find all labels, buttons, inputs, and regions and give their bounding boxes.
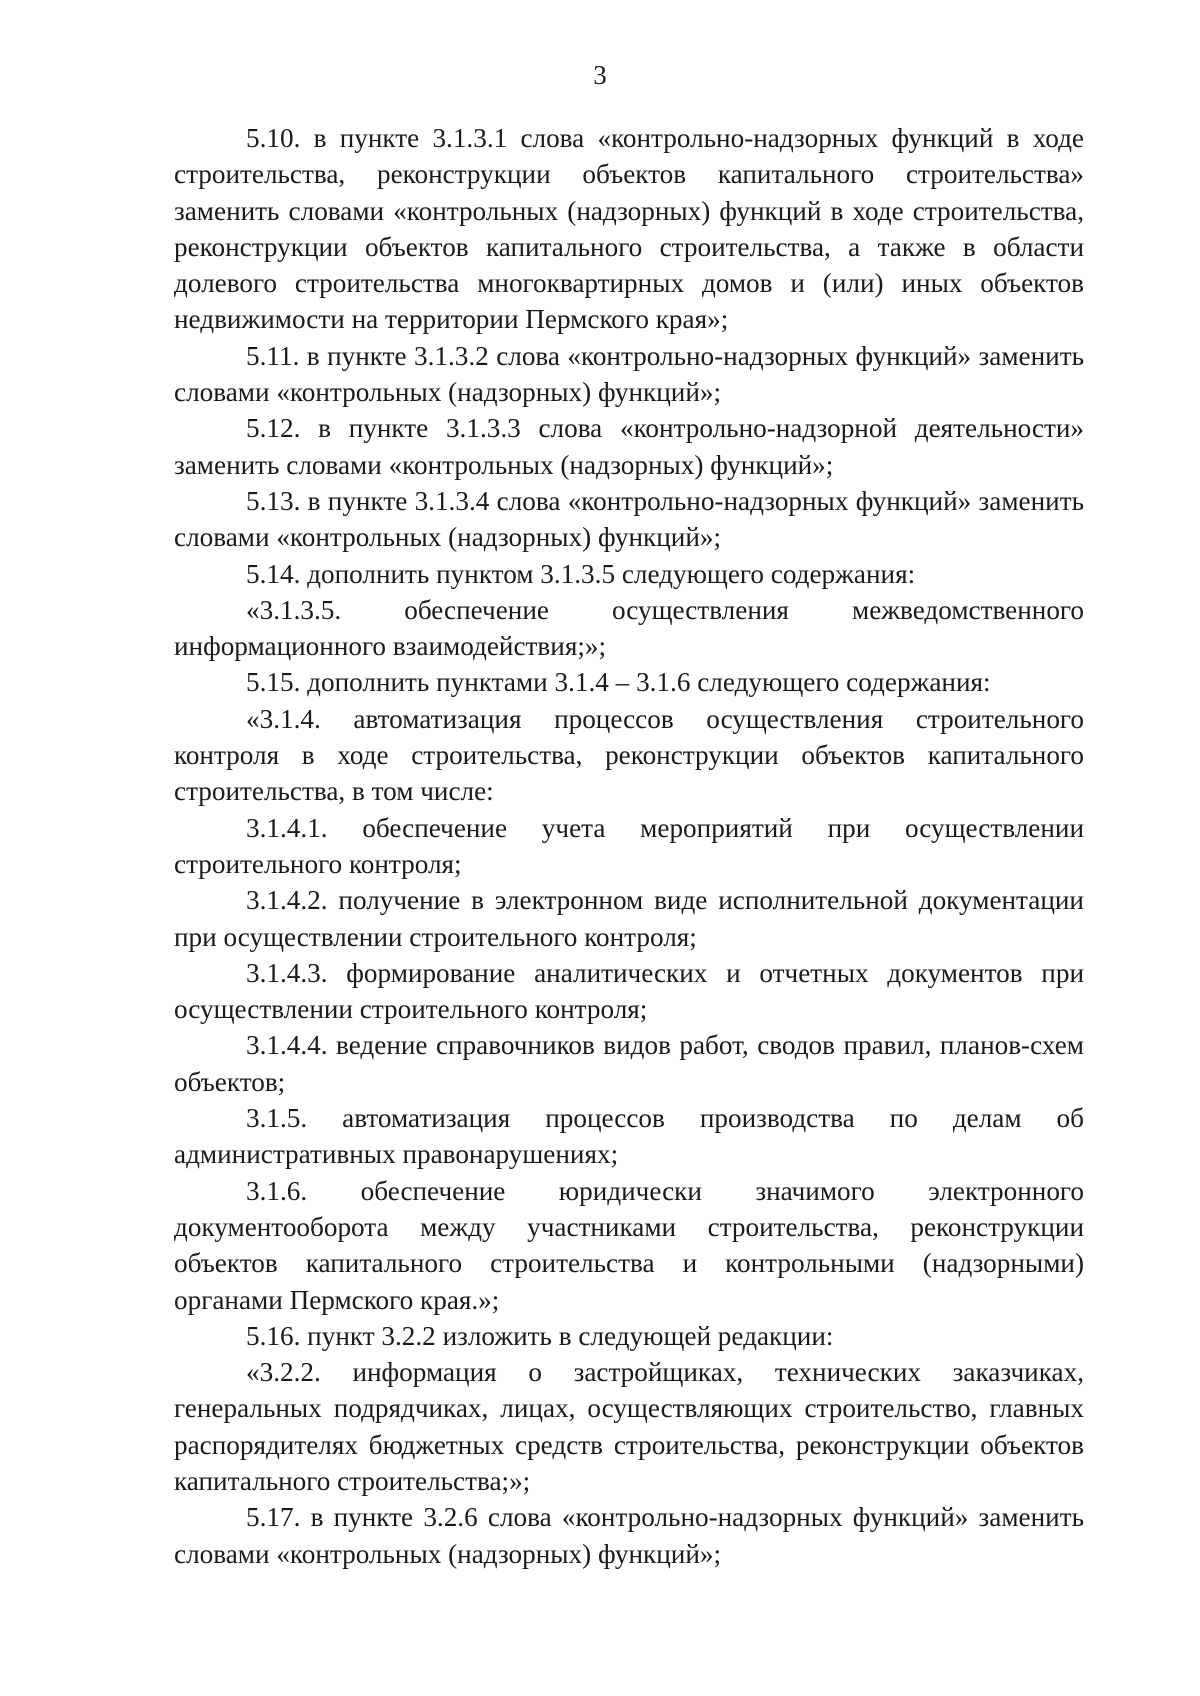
paragraph-3-1-3-5: «3.1.3.5. обеспечение осуществления межведомственного информационного взаимодействия;»; bbox=[174, 594, 1084, 662]
document-body bbox=[174, 120, 1084, 1572]
paragraph-5-16: 5.16. пункт 3.2.2 изложить в следующей редакции: bbox=[246, 1320, 834, 1351]
paragraph-5-10: 5.10. в пункте 3.1.3.1 слова «контрольно-надзорных функций в ходе строительства, реконструкции объектов капитального строительства» заменить словами «контрольных (надзорных) функций в ходе строительства, реконструкции объектов капитального строительства, а также в области долевого строительства многоквартирных домов и (или) иных объектов недвижимости на территории Пермского края»; bbox=[174, 123, 1084, 335]
paragraph-3-1-5: 3.1.5. автоматизация процессов производства по делам об административных правонарушениях; bbox=[174, 1103, 1084, 1170]
paragraph-3-1-4: «3.1.4. автоматизация процессов осуществления строительного контроля в ходе строительства, реконструкции объектов капитального строительства, в том числе: bbox=[174, 703, 1084, 807]
paragraph-3-1-4-3: 3.1.4.3. формирование аналитических и отчетных документов при осуществлении строительного контроля; bbox=[174, 957, 1084, 1025]
paragraph-3-2-2: «3.2.2. информация о застройщиках, технических заказчиках, генеральных подрядчиках, лицах, осуществляющих строительство, главных распорядителях бюджетных средств строительства, реконструкции объектов капитального строительства;»; bbox=[174, 1357, 1084, 1496]
page-number: 3 bbox=[593, 60, 607, 90]
paragraph-5-13: 5.13. в пункте 3.1.3.4 слова «контрольно-надзорных функций» заменить словами «контрольных (надзорных) функций»; bbox=[174, 485, 1084, 553]
paragraph-5-15: 5.15. дополнить пунктами 3.1.4 – 3.1.6 следующего содержания: bbox=[246, 667, 991, 698]
paragraph-5-12: 5.12. в пункте 3.1.3.3 слова «контрольно-надзорной деятельности» заменить словами «контрольных (надзорных) функций»; bbox=[174, 413, 1084, 480]
paragraph-3-1-6: 3.1.6. обеспечение юридически значимого электронного документооборота между участниками строительства, реконструкции объектов капитального строительства и контрольными (надзорными) органами Пермского края.»; bbox=[174, 1175, 1084, 1315]
paragraph-3-1-4-4: 3.1.4.4. ведение справочников видов работ, сводов правил, планов-схем объектов; bbox=[174, 1030, 1084, 1097]
paragraph-3-1-4-2: 3.1.4.2. получение в электронном виде исполнительной документации при осуществлении строительного контроля; bbox=[174, 885, 1084, 952]
paragraph-5-11: 5.11. в пункте 3.1.3.2 слова «контрольно-надзорных функций» заменить словами «контрольных (надзорных) функций»; bbox=[174, 340, 1084, 408]
paragraph-5-14: 5.14. дополнить пунктом 3.1.3.5 следующего содержания: bbox=[246, 558, 916, 589]
paragraph-5-17: 5.17. в пункте 3.2.6 слова «контрольно-надзорных функций» заменить словами «контрольных (надзорных) функций»; bbox=[174, 1502, 1084, 1569]
paragraph-3-1-4-1: 3.1.4.1. обеспечение учета мероприятий при осуществлении строительного контроля; bbox=[174, 812, 1084, 879]
